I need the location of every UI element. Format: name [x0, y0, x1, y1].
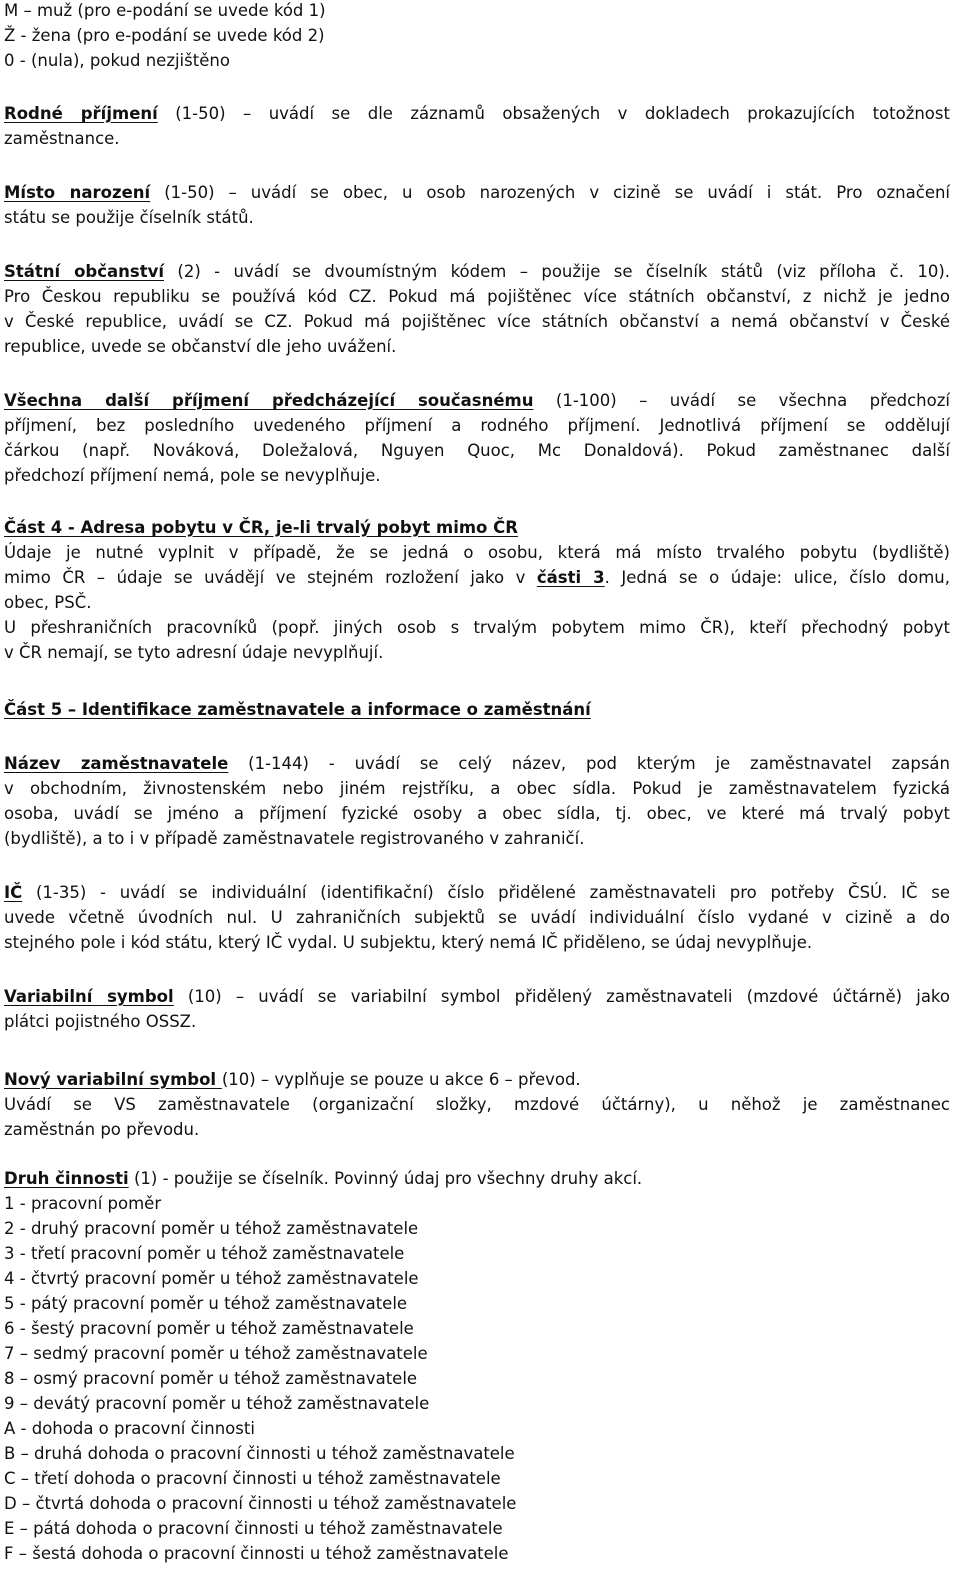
- cast5-heading-line: [4, 699, 950, 723]
- ic-line-2: uvede včetně úvodních nul. U zahraničních subjektů se uvádí individuální číslo vydané v cizině a do: [4, 908, 950, 927]
- druh-cinnosti-text: (1) - použije se číselník. Povinný údaj pro všechny druhy akcí.: [128, 1169, 643, 1188]
- druh-cinnosti-item: 7 – sedmý pracovní poměr u téhož zaměstnavatele: [4, 1344, 428, 1363]
- misto-narozeni-heading: Místo narození: [4, 183, 151, 202]
- ic-heading: IČ: [4, 883, 23, 902]
- statni-obcanstvi-line-2: Pro Českou republiku se používá kód CZ. Pokud má pojištěnec více státních občanství, z nichž je jedno: [4, 287, 950, 306]
- cast4-line-4: U přeshraničních pracovníků (popř. jiných osob s trvalým pobytem mimo ČR), kteří přechodný pobyt: [4, 618, 950, 637]
- druh-cinnosti-item: 3 - třetí pracovní poměr u téhož zaměstnavatele: [4, 1244, 405, 1263]
- variabilni-line-2: plátci pojistného OSSZ.: [4, 1012, 197, 1031]
- druh-cinnosti-item: C – třetí dohoda o pracovní činnosti u téhož zaměstnavatele: [4, 1469, 501, 1488]
- nazev-line-1: [4, 753, 950, 777]
- gender-code-m: M – muž (pro e-podání se uvede kód 1): [4, 1, 326, 20]
- druh-cinnosti-item: 2 - druhý pracovní poměr u téhož zaměstnavatele: [4, 1219, 419, 1238]
- dalsi-prijmeni-line-4: předchozí příjmení nemá, pole se nevyplňuje.: [4, 466, 381, 485]
- druh-cinnosti-item: 6 - šestý pracovní poměr u téhož zaměstnavatele: [4, 1319, 414, 1338]
- druh-cinnosti-item: 8 – osmý pracovní poměr u téhož zaměstnavatele: [4, 1369, 418, 1388]
- rodne-prijmeni-line-2: zaměstnance.: [4, 129, 120, 148]
- variabilni-line-1: [4, 986, 950, 1010]
- statni-obcanstvi-text: (2) - uvádí se dvoumístným kódem – použije se číselník států (viz příloha č. 10).: [164, 262, 950, 281]
- novy-variabilni-line-2: Uvádí se VS zaměstnavatele (organizační složky, mzdové účtárny), u něhož je zaměstnanec: [4, 1095, 950, 1114]
- druh-cinnosti-item: F – šestá dohoda o pracovní činnosti u téhož zaměstnavatele: [4, 1544, 509, 1563]
- variabilni-text: (10) – uvádí se variabilní symbol přidělený zaměstnavateli (mzdové účtárně) jako: [173, 987, 950, 1006]
- dalsi-prijmeni-line-2: příjmení, bez posledního uvedeného příjmení a rodného příjmení. Jednotlivá příjmení se oddělují: [4, 416, 950, 435]
- nazev-line-2: v obchodním, živnostenském nebo jiném rejstříku, a obec sídla. Pokud je zaměstnavatelem fyzická: [4, 779, 950, 798]
- druh-cinnosti-item: 4 - čtvrtý pracovní poměr u téhož zaměstnavatele: [4, 1269, 419, 1288]
- nazev-text: (1-144) - uvádí se celý název, pod kterým je zaměstnavatel zapsán: [228, 754, 950, 773]
- druh-cinnosti-item: D – čtvrtá dohoda o pracovní činnosti u téhož zaměstnavatele: [4, 1494, 517, 1513]
- cast4-line-2-text-a: mimo ČR – údaje se uvádějí ve stejném rozložení jako v: [4, 568, 537, 587]
- gender-code-0: 0 - (nula), pokud nezjištěno: [4, 51, 230, 70]
- novy-variabilni-text: (10) – vyplňuje se pouze u akce 6 – převod.: [221, 1070, 581, 1089]
- druh-cinnosti-item: 1 - pracovní poměr: [4, 1194, 162, 1213]
- rodne-prijmeni-line-1: [4, 103, 950, 127]
- nazev-line-4: (bydliště), a to i v případě zaměstnavatele registrovaného v zahraničí.: [4, 829, 585, 848]
- statni-obcanstvi-line-3: v České republice, uvádí se CZ. Pokud má pojištěnec více státních občanství a nemá občanství v České: [4, 312, 950, 331]
- ic-line-1: [4, 882, 950, 906]
- dalsi-prijmeni-line-1: [4, 390, 950, 414]
- cast4-line-3: obec, PSČ.: [4, 593, 92, 612]
- cast4-heading-line: [4, 517, 950, 541]
- gender-code-z: Ž - žena (pro e-podání se uvede kód 2): [4, 26, 325, 45]
- druh-cinnosti-item: 9 – devátý pracovní poměr u téhož zaměstnavatele: [4, 1394, 430, 1413]
- misto-narozeni-line-2: státu se použije číselník států.: [4, 208, 254, 227]
- druh-cinnosti-item: E – pátá dohoda o pracovní činnosti u téhož zaměstnavatele: [4, 1519, 503, 1538]
- nazev-line-3: osoba, uvádí se jméno a příjmení fyzické osoby a obec sídla, tj. obec, ve které má trvalý pobyt: [4, 804, 950, 823]
- novy-variabilni-heading: Nový variabilní symbol: [4, 1070, 222, 1089]
- statni-obcanstvi-line-1: [4, 261, 950, 285]
- druh-cinnosti-line-1: [4, 1168, 950, 1192]
- dalsi-prijmeni-text: (1-100) – uvádí se všechna předchozí: [533, 391, 950, 410]
- cast4-line-2: [4, 567, 950, 591]
- druh-cinnosti-item: 5 - pátý pracovní poměr u téhož zaměstnavatele: [4, 1294, 408, 1313]
- cast4-line-1: Údaje je nutné vyplnit v případě, že se jedná o osobu, která má místo trvalého pobytu (bydliště): [4, 543, 950, 562]
- druh-cinnosti-item: A - dohoda o pracovní činnosti: [4, 1419, 255, 1438]
- ic-line-3: stejného pole i kód státu, který IČ vydal. U subjektu, který nemá IČ přiděleno, se údaj nevyplňuje.: [4, 933, 813, 952]
- cast4-heading: Část 4 - Adresa pobytu v ČR, je-li trvalý pobyt mimo ČR: [4, 518, 518, 537]
- statni-obcanstvi-heading: Státní občanství: [4, 262, 165, 281]
- rodne-prijmeni-heading: Rodné příjmení: [4, 104, 158, 123]
- cast4-line-5: v ČR nemají, se tyto adresní údaje nevyplňují.: [4, 643, 384, 662]
- novy-variabilni-line-3: zaměstnán po převodu.: [4, 1120, 200, 1139]
- rodne-prijmeni-text: (1-50) – uvádí se dle záznamů obsažených v dokladech prokazujících totožnost: [157, 104, 950, 123]
- dalsi-prijmeni-line-3: čárkou (např. Nováková, Doležalová, Nguyen Quoc, Mc Donaldová). Pokud zaměstnanec další: [4, 441, 950, 460]
- misto-narozeni-text: (1-50) – uvádí se obec, u osob narozených v cizině se uvádí i stát. Pro označení: [150, 183, 951, 202]
- nazev-heading: Název zaměstnavatele: [4, 754, 229, 773]
- druh-cinnosti-heading: Druh činnosti: [4, 1169, 129, 1188]
- cast5-heading: Část 5 – Identifikace zaměstnavatele a informace o zaměstnání: [4, 700, 591, 719]
- novy-variabilni-line-1: [4, 1069, 950, 1093]
- cast-3-link[interactable]: části 3: [536, 568, 605, 587]
- druh-cinnosti-item: B – druhá dohoda o pracovní činnosti u téhož zaměstnavatele: [4, 1444, 515, 1463]
- ic-text: (1-35) - uvádí se individuální (identifikační) číslo přidělené zaměstnavateli pro potřeby ČSÚ. IČ se: [22, 883, 950, 902]
- cast4-line-2-text-b: . Jedná se o údaje: ulice, číslo domu,: [604, 568, 950, 587]
- dalsi-prijmeni-heading: Všechna další příjmení předcházející současnému: [4, 391, 534, 410]
- statni-obcanstvi-line-4: republice, uvede se občanství dle jeho uvážení.: [4, 337, 397, 356]
- variabilni-heading: Variabilní symbol: [4, 987, 174, 1006]
- misto-narozeni-line-1: [4, 182, 950, 206]
